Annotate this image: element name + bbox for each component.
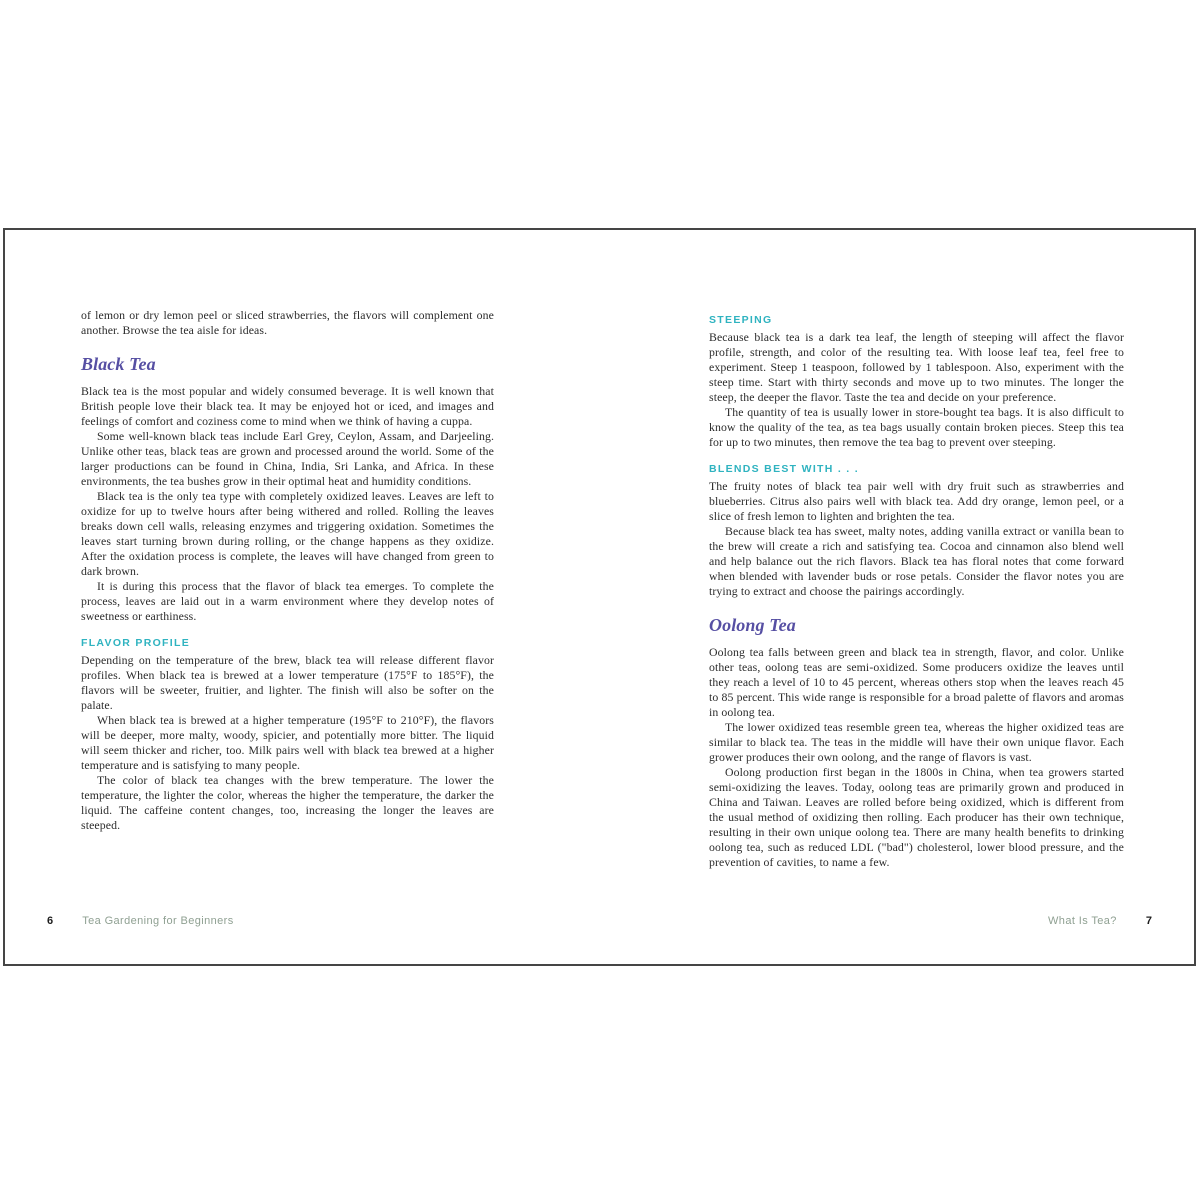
body-paragraph: Black tea is the only tea type with completely oxidized leaves. Leaves are left to oxidize for up to twelve hours after being withered and rolled. Rolling the leaves breaks down cell walls, releasing enzymes and triggering oxidation. Sometimes the leaves start turning brown during rolling, or the change happens as they oxidize. After the oxidation process is complete, the leaves will have changed from green to dark brown. (81, 489, 494, 578)
subheading-flavor-profile: FLAVOR PROFILE (81, 637, 191, 649)
subheading-steeping: STEEPING (709, 314, 773, 326)
section-heading-black-tea: Black Tea (81, 354, 156, 374)
right-page-text-column (709, 308, 1124, 870)
right-page-footer (1048, 914, 1152, 928)
body-paragraph: The fruity notes of black tea pair well with dry fruit such as strawberries and blueberries. Citrus also pairs well with black tea. Add dry orange, lemon peel, or a slice of fresh lemon to lighten and brighten the tea. (709, 479, 1124, 523)
book-spread (3, 228, 1196, 966)
body-paragraph: Some well-known black teas include Earl Grey, Ceylon, Assam, and Darjeeling. Unlike other teas, black teas are grown and processed around the world. Some of the larger productions can be found in China, India, Sri Lanka, and Africa. In these environments, the tea bushes grow in their optimal heat and humidity conditions. (81, 429, 494, 488)
running-foot-chapter-title: What Is Tea? (1048, 915, 1117, 927)
body-paragraph: Oolong tea falls between green and black tea in strength, flavor, and color. Unlike other teas, oolong teas are semi-oxidized. Some producers oxidize the leaves until they reach a level of 10 to 45 percent, whereas others stop when the leaves reach 45 to 85 percent. This wide range is responsible for a broad palette of flavors and aromas in oolong tea. (709, 645, 1124, 719)
body-paragraph: The lower oxidized teas resemble green tea, whereas the higher oxidized teas are similar to black tea. The teas in the middle will have their own unique flavor. Each grower produces their own oolong, and the range of flavors is vast. (709, 720, 1124, 764)
left-page-footer (47, 914, 234, 928)
running-foot-book-title: Tea Gardening for Beginners (82, 915, 234, 927)
body-paragraph: The quantity of tea is usually lower in store-bought tea bags. It is also difficult to know the quality of the tea, as tea bags usually contain broken pieces. Steep this tea for up to two minutes, then remove the tea bag to prevent over steeping. (709, 405, 1124, 449)
body-paragraph: Depending on the temperature of the brew, black tea will release different flavor profiles. When black tea is brewed at a lower temperature (175°F to 185°F), the flavors will be sweeter, fruitier, and lighter. The finish will also be softer on the palate. (81, 653, 494, 712)
body-paragraph: Because black tea is a dark tea leaf, the length of steeping will affect the flavor profile, strength, and color of the resulting tea. With loose leaf tea, feel free to experiment. Steep 1 teaspoon, followed by 1 tablespoon. Also, experiment with the steep time. Start with thirty seconds and move up to two minutes. The longer the steep, the deeper the flavor. Taste the tea and decide on your preference. (709, 330, 1124, 404)
page-number-left: 6 (47, 915, 54, 927)
body-paragraph: of lemon or dry lemon peel or sliced strawberries, the flavors will complement one another. Browse the tea aisle for ideas. (81, 308, 494, 337)
body-paragraph: Because black tea has sweet, malty notes, adding vanilla extract or vanilla bean to the brew will create a rich and satisfying tea. Cocoa and cinnamon also blend well and help balance out the rich flavors. Black tea has floral notes that come forward when blended with lavender buds or rose petals. Consider the flavor notes you are trying to extract and choose the pairings accordingly. (709, 524, 1124, 598)
page-number-right: 7 (1145, 915, 1152, 927)
left-page-text-column (81, 308, 494, 833)
body-paragraph: Black tea is the most popular and widely consumed beverage. It is well known that British people love their black tea. It may be enjoyed hot or iced, and images and feelings of comfort and coziness come to mind when we think of having a cuppa. (81, 384, 494, 428)
body-paragraph: When black tea is brewed at a higher temperature (195°F to 210°F), the flavors will be deeper, more malty, woody, spicier, and potentially more bitter. The liquid will seem thicker and richer, too. Milk pairs well with black tea brewed at a higher temperature and is satisfying to many people. (81, 713, 494, 772)
subheading-blends-best-with: BLENDS BEST WITH . . . (709, 463, 859, 475)
section-heading-oolong-tea: Oolong Tea (709, 615, 796, 635)
body-paragraph: The color of black tea changes with the brew temperature. The lower the temperature, the lighter the color, whereas the higher the temperature, the darker the liquid. The caffeine content changes, too, increasing the longer the leaves are steeped. (81, 773, 494, 832)
body-paragraph: It is during this process that the flavor of black tea emerges. To complete the process, leaves are laid out in a warm environment where they develop notes of sweetness or earthiness. (81, 579, 494, 623)
body-paragraph: Oolong production first began in the 1800s in China, when tea growers started semi-oxidizing the leaves. Today, oolong teas are primarily grown and produced in China and Taiwan. Leaves are rolled before being oxidized, which is different from the usual method of oxidizing then rolling. Each producer has their own technique, resulting in their own unique oolong tea. There are many health benefits to drinking oolong tea, such as reduced LDL ("bad") cholesterol, lower blood pressure, and the prevention of cavities, to name a few. (709, 765, 1124, 869)
